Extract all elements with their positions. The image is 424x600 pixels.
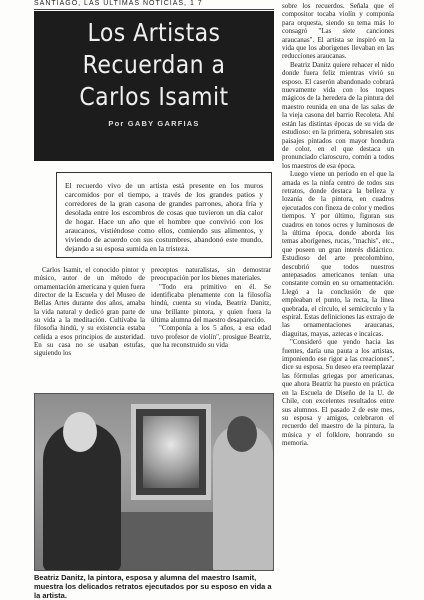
headline-line-3: Carlos Isamit bbox=[79, 82, 229, 111]
paragraph: Beatriz Danitz quiere rehacer el nido donde fuera feliz mientras vivió su esposo. El caserón abandonado cobrará nuevamente vida con los toques mágicos de la heredera de la pintura del maestro reunida en una de las salas de la vieja casona del barrio Recoleta. Ahí están las distintas épocas de su vida de estudioso: en la primera, sobresalen sus paisajes pintados con mayor hondura de color, en el que destaca un pronunciado claroscuro, común a todos los maestros de esa época. bbox=[282, 60, 394, 170]
paragraph: "Componía a los 5 años, a esa edad tuvo profesor de violín", prosigue Beatriz, que ha reconstruido su vida bbox=[151, 324, 271, 350]
paragraph: sobre los recuerdos. Señala que el compositor tocaba violín y componía para orquesta, siendo su tema más lo consagró "Las siete canciones araucanas". El artista se inspiró en la vida que los aborígenes llevaban en las reducciones araucanas. bbox=[282, 2, 394, 61]
article-photo bbox=[34, 393, 274, 571]
headline-line-1: Los Artistas bbox=[87, 18, 221, 47]
photo-figure-left-head bbox=[63, 412, 97, 452]
masthead-line: SANTIAGO, LAS ÚLTIMAS NOTICIAS, 1 7 bbox=[34, 0, 274, 10]
paragraph: "Todo era primitivo en él. Se identificaba plenamente con la filosofía hindú, cuenta su viuda, Beatriz Danitz, una brillante pintora, y quien fuera la última alumna del maestro desaparecido. bbox=[151, 282, 271, 325]
paragraph: Carlos Isamit, el conocido pintor y músico, autor de un método de ornamentación americana y quien fuera director de la Escuela y del Museo de Bellas Artes durante dos años, amaba la vida natural y dedicó gran parte de su vida a la meditación. Cultivaba la filosofía hindú, y su existencia estaba ceñida a esos principios de austeridad. En su casa no se usaban estufas, siguiendo los bbox=[34, 266, 145, 358]
portrait-painting bbox=[143, 416, 199, 488]
paragraph: Luego viene un período en el que la amada es la ninfa centro de todos sus retratos, donde destaca la belleza y lozanía de la pintora, en cuadros ejecutados con fineza de color y medios tiempos. Y por último, figuran sus cuadros en tonos ocres y luminosos de la última época, donde aborda los temas aborígenes, rucas, "machis", etc., que poseen un gran interés didáctico. Estudioso del arte precolombino, descubrió que todos nuestros antepasados americanos tenían una constante común en su ornamentación. Llegó a la conclusión de que empleaban el punto, la recta, la línea quebrada, el círculo, el semicírculo y la espiral. Estas definiciones las extrajo de las ornamentaciones araucanas, diaguitas, mayas, aztecas e incaicas. bbox=[282, 170, 394, 338]
headline-line-2: Recuerdan a bbox=[82, 50, 226, 79]
headline-block bbox=[34, 11, 274, 161]
article-column-3 bbox=[282, 2, 394, 592]
article-column-1 bbox=[34, 266, 145, 388]
article-column-2 bbox=[151, 266, 271, 388]
paragraph: preceptos naturalistas, sin demostrar preocupación por los bienes materiales. bbox=[151, 266, 271, 283]
lead-paragraph: El recuerdo vivo de un artista está presente en los muros carcomidos por el tiempo, a través de los grandes patios y corredores de la gran casona de grandes parrones, ahora fría y desolada entre los escombros de cosas que tuvieron un día calor de hogar. Hace un año que el hombre que convivió con los araucanos, vistiéndose como ellos, comiendo sus alimentos, y viviendo de acuerdo con sus costumbres, abandonó este mundo, dejando a su esposa sumida en la tristeza. bbox=[56, 172, 272, 258]
photo-caption: Beatriz Danitz, la pintora, esposa y alumna del maestro Isamit, muestra los delicados retratos ejecutados por su esposo en vida a la artista. bbox=[34, 573, 272, 600]
paragraph: "Consideró que yendo hacia las fuentes, daría una pauta a los artistas, imponiendo ese rigor a las creaciones", dice su esposa. Su deseo era reemplazar las fórmulas griegas por americanas, que ahora Beatriz ha puesto en práctica en la Escuela de Diseño de la U. de Chile, con excelentes resultados entre sus alumnos. El pasado 2 de este mes, su esposa y amigos, celebraron el recuerdo del maestro de la pintura, la música y el folklore, honrando su memoria. bbox=[282, 338, 394, 448]
photo-figure-right-head bbox=[227, 416, 257, 452]
byline: Por GABY GARFIAS bbox=[108, 119, 200, 128]
